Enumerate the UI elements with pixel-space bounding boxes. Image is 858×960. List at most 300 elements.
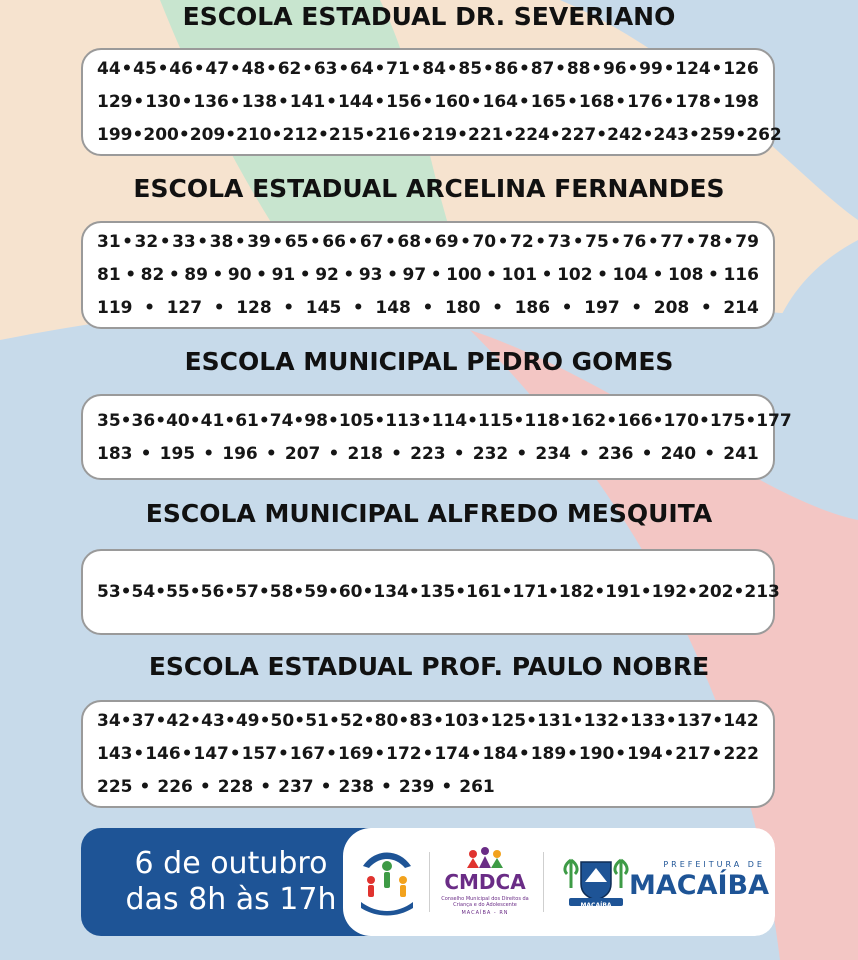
- bullet-separator: •: [433, 711, 444, 731]
- registration-number: 101: [501, 265, 538, 285]
- cmdca-subtitle: Conselho Municipal dos Direitos da Criança e do Adolescente: [441, 896, 529, 908]
- school-box-3: [81, 394, 792, 480]
- registration-number: 216: [375, 125, 411, 145]
- number-line: [97, 226, 759, 259]
- bullet-separator: •: [619, 711, 631, 731]
- registration-number: 115: [477, 410, 514, 431]
- bullet-separator: •: [422, 92, 434, 112]
- number-line: [97, 292, 759, 325]
- bullet-separator: •: [640, 582, 652, 602]
- registration-number: 262: [746, 125, 782, 145]
- bullet-separator: •: [518, 744, 530, 764]
- registration-number: 176: [627, 92, 663, 112]
- bullet-separator: •: [700, 298, 712, 318]
- registration-number: 86: [494, 59, 519, 79]
- registration-number: 210: [236, 125, 272, 145]
- bullet-separator: •: [189, 410, 201, 431]
- registration-number: 50: [270, 711, 295, 731]
- bullet-separator: •: [326, 744, 338, 764]
- number-line: [97, 86, 759, 119]
- registration-number: 186: [514, 298, 551, 318]
- bullet-separator: •: [652, 265, 664, 285]
- bullet-separator: •: [277, 92, 289, 112]
- bullet-separator: •: [309, 232, 321, 252]
- registration-number: 39: [247, 232, 271, 252]
- registration-number: 197: [584, 298, 620, 318]
- bullet-separator: •: [122, 232, 134, 252]
- bullet-separator: •: [535, 232, 547, 252]
- registration-number: 175: [709, 410, 746, 431]
- school-box-4: [81, 549, 780, 635]
- registration-number: 77: [660, 232, 684, 252]
- registration-number: 90: [227, 265, 252, 285]
- registration-number: 98: [304, 410, 328, 431]
- registration-number: 164: [482, 92, 518, 112]
- bullet-separator: •: [181, 744, 193, 764]
- registration-number: 59: [304, 582, 328, 602]
- bullet-separator: •: [212, 265, 224, 285]
- bullet-separator: •: [347, 232, 359, 252]
- bullet-separator: •: [327, 410, 339, 431]
- bullet-separator: •: [234, 232, 246, 252]
- registration-number: 209: [189, 125, 226, 145]
- bullet-separator: •: [159, 232, 171, 252]
- time-line: das 8h às 17h: [125, 882, 337, 917]
- number-line: [97, 437, 759, 470]
- registration-number: 145: [305, 298, 342, 318]
- bullet-separator: •: [606, 410, 618, 431]
- bullet-separator: •: [271, 125, 283, 145]
- bullet-separator: •: [470, 92, 482, 112]
- bullet-separator: •: [460, 232, 471, 252]
- registration-number: 137: [676, 711, 713, 731]
- registration-number: 127: [166, 298, 203, 318]
- number-line: [97, 738, 759, 771]
- bullet-separator: •: [125, 265, 137, 285]
- bullet-separator: •: [482, 59, 494, 79]
- bullet-separator: •: [559, 410, 571, 431]
- bullet-separator: •: [516, 443, 528, 464]
- registration-number: 63: [313, 59, 338, 79]
- registration-number: 68: [397, 232, 422, 252]
- bullet-separator: •: [277, 744, 289, 764]
- registration-number: 208: [653, 298, 690, 318]
- registration-number: 221: [468, 125, 504, 145]
- registration-number: 143: [97, 744, 133, 764]
- bullet-separator: •: [518, 92, 530, 112]
- registration-number: 141: [289, 92, 326, 112]
- bullet-separator: •: [567, 92, 578, 112]
- bullet-separator: •: [567, 744, 578, 764]
- registration-number: 261: [459, 777, 495, 797]
- bullet-separator: •: [299, 265, 311, 285]
- bullet-separator: •: [492, 298, 503, 318]
- bullet-separator: •: [190, 711, 202, 731]
- bullet-separator: •: [229, 59, 241, 79]
- registration-number: 46: [169, 59, 193, 79]
- registration-number: 81: [97, 265, 121, 285]
- registration-number: 214: [723, 298, 759, 318]
- registration-number: 200: [143, 125, 179, 145]
- school-title-2: ESCOLA ESTADUAL ARCELINA FERNANDES: [133, 174, 725, 203]
- school-title-5: ESCOLA ESTADUAL PROF. PAULO NOBRE: [148, 652, 710, 681]
- registration-number: 35: [97, 410, 121, 431]
- bullet-separator: •: [224, 582, 236, 602]
- bullet-separator: •: [259, 711, 271, 731]
- bullet-separator: •: [374, 92, 386, 112]
- bullet-separator: •: [561, 298, 573, 318]
- bullet-separator: •: [374, 744, 386, 764]
- bullet-separator: •: [121, 59, 133, 79]
- registration-number: 54: [131, 582, 156, 602]
- registration-number: 92: [315, 265, 339, 285]
- bullet-separator: •: [513, 410, 525, 431]
- registration-number: 213: [744, 582, 780, 602]
- registration-number: 41: [200, 410, 225, 431]
- bullet-separator: •: [293, 410, 305, 431]
- registration-number: 45: [133, 59, 157, 79]
- bullet-separator: •: [641, 443, 653, 464]
- family-logo-icon: [357, 844, 417, 920]
- bullet-separator: •: [189, 582, 201, 602]
- bullet-separator: •: [591, 59, 603, 79]
- bullet-separator: •: [362, 582, 374, 602]
- bullet-separator: •: [733, 582, 745, 602]
- bullet-separator: •: [374, 59, 386, 79]
- bullet-separator: •: [144, 298, 155, 318]
- registration-number: 236: [598, 443, 634, 464]
- registration-number: 84: [422, 59, 446, 79]
- registration-number: 198: [723, 92, 759, 112]
- bullet-separator: •: [479, 711, 491, 731]
- school-title-4: ESCOLA MUNICIPAL ALFREDO MESQUITA: [145, 499, 713, 528]
- registration-number: 169: [337, 744, 374, 764]
- registration-number: 194: [627, 744, 663, 764]
- registration-number: 131: [537, 711, 573, 731]
- bullet-separator: •: [422, 298, 434, 318]
- school-box-2: [81, 221, 775, 329]
- registration-number: 36: [131, 410, 156, 431]
- bullet-separator: •: [328, 443, 340, 464]
- bullet-separator: •: [457, 125, 468, 145]
- registration-number: 148: [375, 298, 411, 318]
- registration-number: 241: [723, 443, 759, 464]
- registration-number: 228: [217, 777, 254, 797]
- registration-number: 217: [675, 744, 711, 764]
- registration-number: 74: [269, 410, 294, 431]
- bullet-separator: •: [430, 265, 442, 285]
- registration-number: 166: [617, 410, 653, 431]
- registration-number: 190: [578, 744, 615, 764]
- bullet-separator: •: [224, 711, 236, 731]
- bullet-separator: •: [374, 410, 386, 431]
- registration-number: 103: [444, 711, 480, 731]
- registration-number: 146: [145, 744, 181, 764]
- bullet-separator: •: [385, 232, 396, 252]
- registration-number: 156: [386, 92, 422, 112]
- registration-number: 225: [97, 777, 133, 797]
- bullet-separator: •: [155, 410, 167, 431]
- registration-number: 70: [472, 232, 497, 252]
- registration-number: 202: [698, 582, 734, 602]
- bullet-separator: •: [197, 232, 209, 252]
- bullet-separator: •: [120, 582, 132, 602]
- registration-number: 168: [578, 92, 615, 112]
- registration-number: 218: [347, 443, 383, 464]
- registration-number: 85: [458, 59, 483, 79]
- bullet-separator: •: [410, 59, 422, 79]
- registration-number: 64: [349, 59, 374, 79]
- registration-number: 114: [431, 410, 468, 431]
- bullet-separator: •: [497, 232, 509, 252]
- school-title-3: ESCOLA MUNICIPAL PEDRO GOMES: [184, 347, 674, 376]
- bullet-separator: •: [708, 265, 719, 285]
- registration-number: 75: [585, 232, 609, 252]
- registration-number: 237: [278, 777, 314, 797]
- cmdca-logo: [441, 846, 529, 926]
- registration-number: 88: [566, 59, 591, 79]
- bullet-separator: •: [120, 711, 132, 731]
- bullet-separator: •: [689, 125, 700, 145]
- registration-number: 57: [235, 582, 259, 602]
- bullet-separator: •: [294, 711, 306, 731]
- registration-number: 83: [409, 711, 433, 731]
- bullet-separator: •: [572, 711, 584, 731]
- bullet-separator: •: [318, 125, 329, 145]
- registration-number: 161: [466, 582, 502, 602]
- registration-number: 226: [157, 777, 193, 797]
- bullet-separator: •: [422, 232, 434, 252]
- bullet-separator: •: [398, 711, 410, 731]
- bullet-separator: •: [596, 125, 608, 145]
- bullet-separator: •: [541, 265, 553, 285]
- registration-number: 167: [289, 744, 326, 764]
- bullet-separator: •: [555, 59, 567, 79]
- registration-number: 144: [337, 92, 374, 112]
- number-line: [97, 771, 759, 804]
- registration-number: 79: [735, 232, 759, 252]
- bullet-separator: •: [631, 298, 643, 318]
- registration-number: 104: [612, 265, 649, 285]
- registration-number: 199: [97, 125, 133, 145]
- registration-number: 182: [558, 582, 595, 602]
- registration-number: 222: [723, 744, 759, 764]
- registration-number: 89: [184, 265, 208, 285]
- registration-number: 136: [193, 92, 229, 112]
- bullet-separator: •: [549, 125, 561, 145]
- bullet-separator: •: [199, 777, 211, 797]
- bullet-separator: •: [519, 59, 530, 79]
- registration-number: 207: [284, 443, 321, 464]
- date-line: 6 de outubro: [134, 846, 328, 881]
- bullet-separator: •: [486, 265, 498, 285]
- bullet-separator: •: [698, 410, 710, 431]
- registration-number: 192: [651, 582, 688, 602]
- registration-number: 128: [236, 298, 272, 318]
- registration-number: 170: [663, 410, 699, 431]
- bullet-separator: •: [260, 777, 272, 797]
- school-box-5: [81, 700, 775, 808]
- registration-number: 47: [205, 59, 230, 79]
- registration-number: 38: [209, 232, 234, 252]
- bullet-separator: •: [615, 92, 627, 112]
- registration-number: 78: [697, 232, 722, 252]
- number-line: [97, 119, 782, 152]
- registration-number: 259: [699, 125, 736, 145]
- registration-number: 65: [284, 232, 309, 252]
- registration-number: 129: [97, 92, 133, 112]
- bullet-separator: •: [687, 582, 698, 602]
- registration-number: 48: [241, 59, 266, 79]
- bullet-separator: •: [387, 265, 398, 285]
- logos-panel: [343, 828, 775, 936]
- registration-number: 184: [482, 744, 518, 764]
- bullet-separator: •: [178, 125, 190, 145]
- registration-number: 61: [235, 410, 259, 431]
- bullet-separator: •: [453, 443, 465, 464]
- bullet-separator: •: [501, 582, 513, 602]
- registration-number: 34: [97, 711, 121, 731]
- registration-number: 160: [434, 92, 470, 112]
- registration-number: 55: [166, 582, 190, 602]
- bullet-separator: •: [735, 125, 747, 145]
- bullet-separator: •: [663, 59, 675, 79]
- registration-number: 174: [434, 744, 470, 764]
- registration-number: 172: [386, 744, 422, 764]
- registration-number: 142: [723, 711, 759, 731]
- bullet-separator: •: [615, 744, 627, 764]
- bullet-separator: •: [446, 59, 458, 79]
- registration-number: 33: [172, 232, 196, 252]
- registration-number: 37: [131, 711, 156, 731]
- registration-number: 119: [97, 298, 133, 318]
- bullet-separator: •: [467, 410, 478, 431]
- crest-label: MACAÍBA: [580, 902, 612, 909]
- registration-number: 240: [660, 443, 697, 464]
- bullet-separator: •: [711, 744, 723, 764]
- registration-number: 135: [419, 582, 456, 602]
- registration-number: 40: [166, 410, 190, 431]
- registration-number: 178: [675, 92, 711, 112]
- cmdca-logo-icon: [465, 846, 505, 870]
- bullet-separator: •: [597, 265, 608, 285]
- registration-number: 49: [235, 711, 260, 731]
- registration-number: 232: [472, 443, 509, 464]
- number-line: [97, 53, 759, 86]
- registration-number: 215: [328, 125, 365, 145]
- bullet-separator: •: [132, 125, 144, 145]
- bullet-separator: •: [712, 711, 724, 731]
- bullet-separator: •: [193, 59, 205, 79]
- registration-number: 124: [675, 59, 711, 79]
- registration-number: 116: [723, 265, 759, 285]
- registration-number: 62: [277, 59, 302, 79]
- registration-number: 102: [557, 265, 593, 285]
- date-panel: [81, 828, 381, 936]
- bullet-separator: •: [203, 443, 215, 464]
- bullet-separator: •: [455, 582, 467, 602]
- registration-number: 133: [630, 711, 666, 731]
- bullet-separator: •: [572, 232, 584, 252]
- registration-number: 242: [607, 125, 643, 145]
- registration-number: 177: [756, 410, 792, 431]
- registration-number: 162: [570, 410, 607, 431]
- bullet-separator: •: [133, 744, 145, 764]
- bullet-separator: •: [213, 298, 225, 318]
- registration-number: 66: [322, 232, 346, 252]
- bullet-separator: •: [338, 59, 350, 79]
- bullet-separator: •: [548, 582, 559, 602]
- bullet-separator: •: [381, 777, 392, 797]
- registration-number: 58: [269, 582, 294, 602]
- registration-number: 196: [222, 443, 258, 464]
- bullet-separator: •: [420, 410, 432, 431]
- bullet-separator: •: [711, 59, 723, 79]
- bullet-separator: •: [133, 92, 145, 112]
- registration-number: 157: [241, 744, 278, 764]
- bullet-separator: •: [328, 711, 340, 731]
- registration-number: 91: [271, 265, 296, 285]
- registration-number: 51: [305, 711, 329, 731]
- bullet-separator: •: [594, 582, 606, 602]
- bullet-separator: •: [364, 125, 376, 145]
- registration-number: 44: [97, 59, 121, 79]
- bullet-separator: •: [293, 582, 305, 602]
- bullet-separator: •: [408, 582, 420, 602]
- registration-number: 212: [282, 125, 318, 145]
- bullet-separator: •: [140, 443, 152, 464]
- registration-number: 165: [530, 92, 567, 112]
- registration-number: 126: [723, 59, 759, 79]
- bullet-separator: •: [470, 744, 482, 764]
- bullet-separator: •: [229, 92, 241, 112]
- registration-number: 76: [622, 232, 647, 252]
- bullet-separator: •: [266, 59, 277, 79]
- registration-number: 99: [639, 59, 663, 79]
- registration-number: 138: [241, 92, 278, 112]
- registration-number: 191: [605, 582, 641, 602]
- bullet-separator: •: [410, 125, 422, 145]
- bullet-separator: •: [155, 582, 167, 602]
- bullet-separator: •: [181, 92, 193, 112]
- registration-number: 189: [530, 744, 567, 764]
- number-line: [97, 576, 780, 609]
- bullet-separator: •: [343, 265, 355, 285]
- registration-number: 180: [444, 298, 481, 318]
- bullet-separator: •: [627, 59, 639, 79]
- registration-number: 234: [535, 443, 571, 464]
- bullet-separator: •: [352, 298, 364, 318]
- registration-number: 87: [530, 59, 555, 79]
- cmdca-city: MACAÍBA - RN: [461, 910, 509, 916]
- registration-number: 132: [583, 711, 620, 731]
- registration-number: 224: [514, 125, 550, 145]
- bullet-separator: •: [711, 92, 723, 112]
- bullet-separator: •: [258, 410, 270, 431]
- registration-number: 43: [201, 711, 225, 731]
- number-line: [97, 404, 792, 437]
- registration-number: 32: [134, 232, 159, 252]
- registration-number: 183: [97, 443, 133, 464]
- registration-number: 56: [200, 582, 225, 602]
- number-line: [97, 259, 759, 292]
- registration-number: 53: [97, 582, 121, 602]
- bullet-separator: •: [745, 410, 757, 431]
- registration-number: 60: [338, 582, 363, 602]
- bullet-separator: •: [722, 232, 734, 252]
- bullet-separator: •: [258, 582, 270, 602]
- bullet-separator: •: [503, 125, 515, 145]
